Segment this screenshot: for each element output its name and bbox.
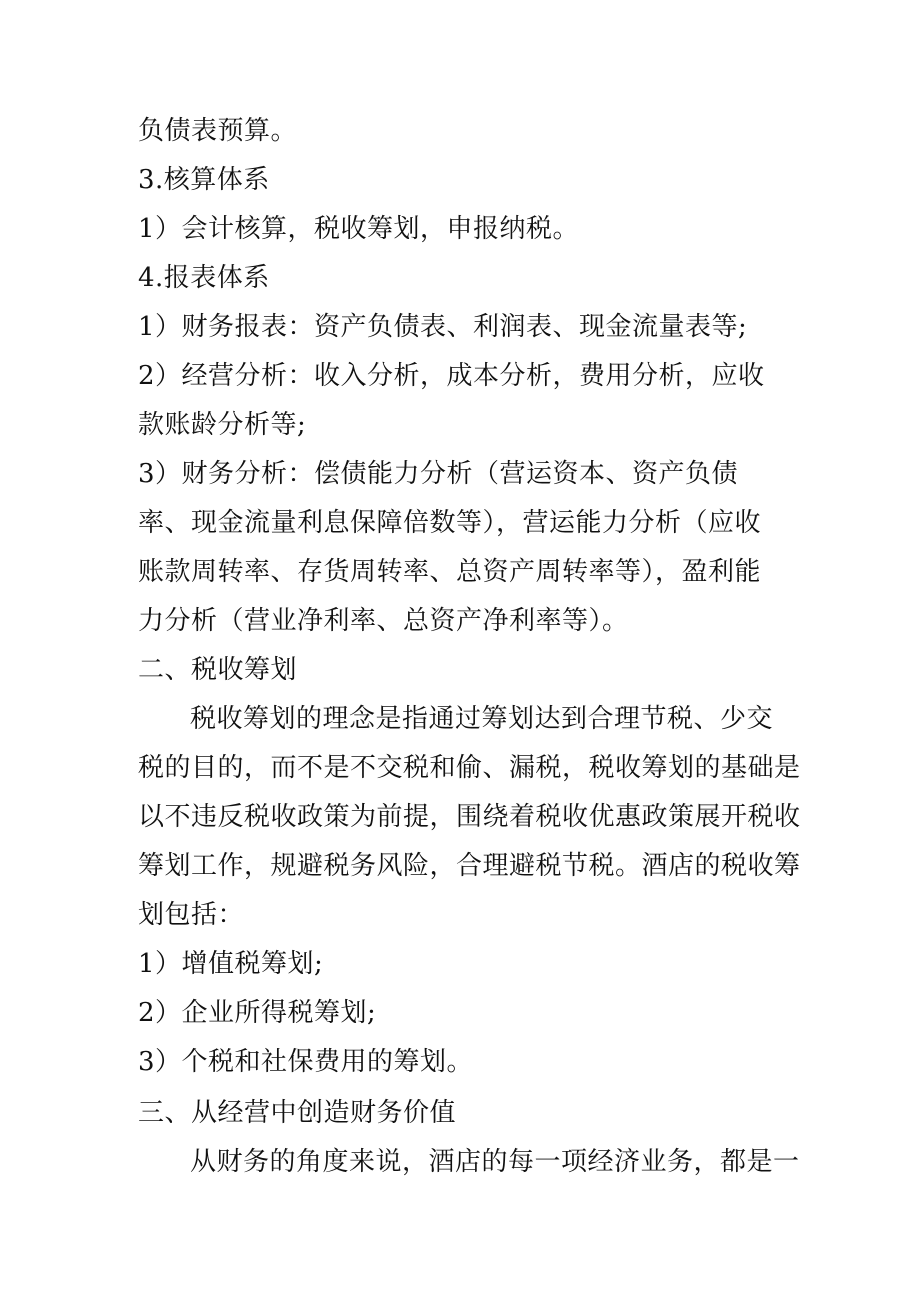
paragraph-line: 以不违反税收政策为前提，围绕着税收优惠政策展开税收 [138,802,801,832]
paragraph-line: 从财务的角度来说，酒店的每一项经济业务，都是一 [190,1147,800,1177]
section-heading: 4.报表体系 [138,263,270,293]
chapter-heading: 二、税收筹划 [138,655,298,685]
list-item: 1）增值税筹划; [138,949,324,979]
list-item: 3）财务分析：偿债能力分析（营运资本、资产负债 [138,459,739,489]
text-line: 负债表预算。 [138,116,298,146]
list-item: 1）财务报表：资产负债表、利润表、现金流量表等; [138,312,748,342]
list-item-continuation: 力分析（营业净利率、总资产净利率等）。 [138,606,629,636]
list-item: 1）会计核算，税收筹划，申报纳税。 [138,214,580,244]
list-item-continuation: 率、现金流量利息保障倍数等），营运能力分析（应收 [138,508,762,538]
list-item: 2）经营分析：收入分析，成本分析，费用分析，应收 [138,361,765,391]
section-heading: 3.核算体系 [138,165,270,195]
chapter-heading: 三、从经营中创造财务价值 [138,1098,457,1128]
list-item-continuation: 账款周转率、存货周转率、总资产周转率等），盈利能 [138,557,762,587]
list-item: 3）个税和社保费用的筹划。 [138,1047,474,1077]
list-item-continuation: 款账龄分析等; [138,410,307,440]
paragraph-line: 税收筹划的理念是指通过筹划达到合理节税、少交 [190,704,774,734]
paragraph-line: 划包括： [138,900,245,930]
paragraph-line: 税的目的，而不是不交税和偷、漏税，税收筹划的基础是 [138,753,801,783]
paragraph-line: 筹划工作，规避税务风险，合理避税节税。酒店的税收筹 [138,851,801,881]
list-item: 2）企业所得税筹划; [138,998,377,1028]
